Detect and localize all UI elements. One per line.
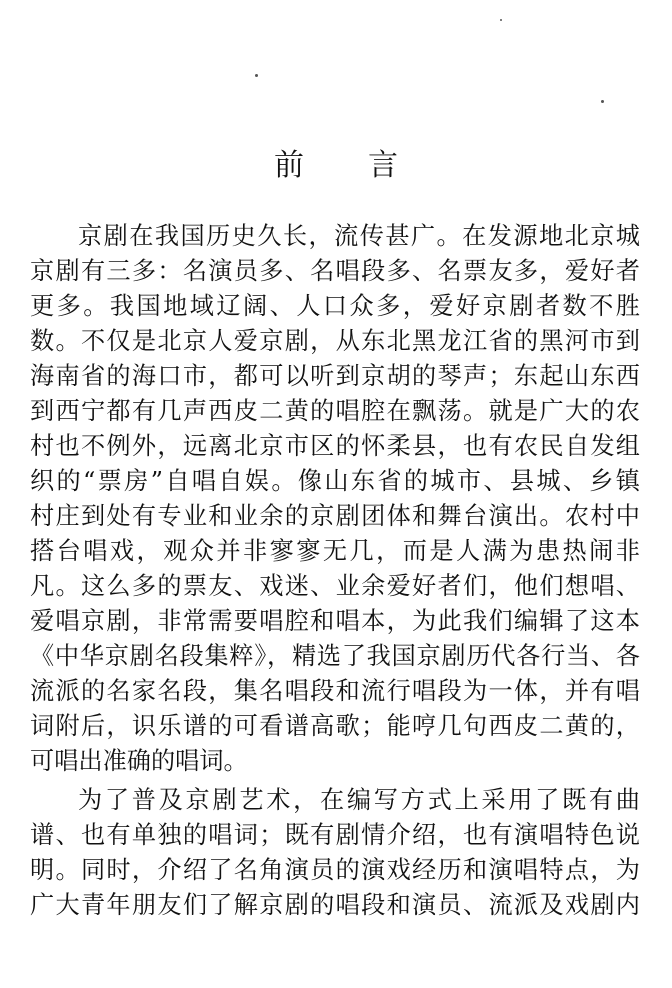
paragraph-2-line-4: 广大青年朋友们了解京剧的唱段和演员、流派及戏剧内 bbox=[30, 891, 640, 919]
paragraph-1-line-11: 凡。这么多的票友、戏迷、业余爱好者们，他们想唱、 bbox=[30, 572, 640, 600]
scan-speck bbox=[601, 100, 604, 103]
paragraph-2-line-3: 明。同时，介绍了名角演员的演戏经历和演唱特点，为 bbox=[30, 856, 640, 884]
paragraph-1-line-4: 数。不仅是北京人爱京剧，从东北黑龙江省的黑河市到 bbox=[30, 327, 640, 355]
paragraph-1-line-13: 《中华京剧名段集粹》，精选了我国京剧历代各行当、各 bbox=[30, 642, 640, 670]
paragraph-1-line-6: 到西宁都有几声西皮二黄的唱腔在飘荡。就是广大的农 bbox=[30, 397, 640, 425]
title-char-1: 前 bbox=[274, 148, 304, 183]
paragraph-1-line-12: 爱唱京剧，非常需要唱腔和唱本，为此我们编辑了这本 bbox=[30, 607, 640, 635]
paragraph-1-line-2: 京剧有三多：名演员多、名唱段多、名票友多，爱好者 bbox=[30, 257, 640, 285]
scan-speck bbox=[255, 74, 258, 77]
paragraph-1-line-7: 村也不例外，远离北京市区的怀柔县，也有农民自发组 bbox=[30, 432, 640, 460]
title-char-2: 言 bbox=[368, 148, 398, 183]
paragraph-1-line-3: 更多。我国地域辽阔、人口众多，爱好京剧者数不胜 bbox=[30, 292, 640, 320]
paragraph-1-line-1: 京剧在我国历史久长，流传甚广。在发源地北京城 bbox=[78, 222, 640, 250]
scan-speck bbox=[500, 19, 502, 21]
paragraph-1-line-8: 织的“票房”自唱自娱。像山东省的城市、县城、乡镇 bbox=[30, 467, 640, 495]
paragraph-1-line-15: 词附后，识乐谱的可看谱高歌；能哼几句西皮二黄的， bbox=[30, 712, 640, 740]
paragraph-2-line-2: 谱、也有单独的唱词；既有剧情介绍，也有演唱特色说 bbox=[30, 821, 640, 849]
paragraph-1-line-9: 村庄到处有专业和业余的京剧团体和舞台演出。农村中 bbox=[30, 502, 640, 530]
paragraph-1-line-10: 搭台唱戏，观众并非寥寥无几，而是人满为患热闹非 bbox=[30, 537, 640, 565]
paragraph-1-line-16: 可唱出准确的唱词。 bbox=[30, 747, 248, 775]
page-title bbox=[0, 140, 672, 184]
paragraph-1-line-14: 流派的名家名段，集名唱段和流行唱段为一体，并有唱 bbox=[30, 677, 640, 705]
paragraph-1-line-5: 海南省的海口市，都可以听到京胡的琴声；东起山东西 bbox=[30, 362, 640, 390]
paragraph-2-line-1: 为了普及京剧艺术，在编写方式上采用了既有曲 bbox=[78, 786, 640, 814]
